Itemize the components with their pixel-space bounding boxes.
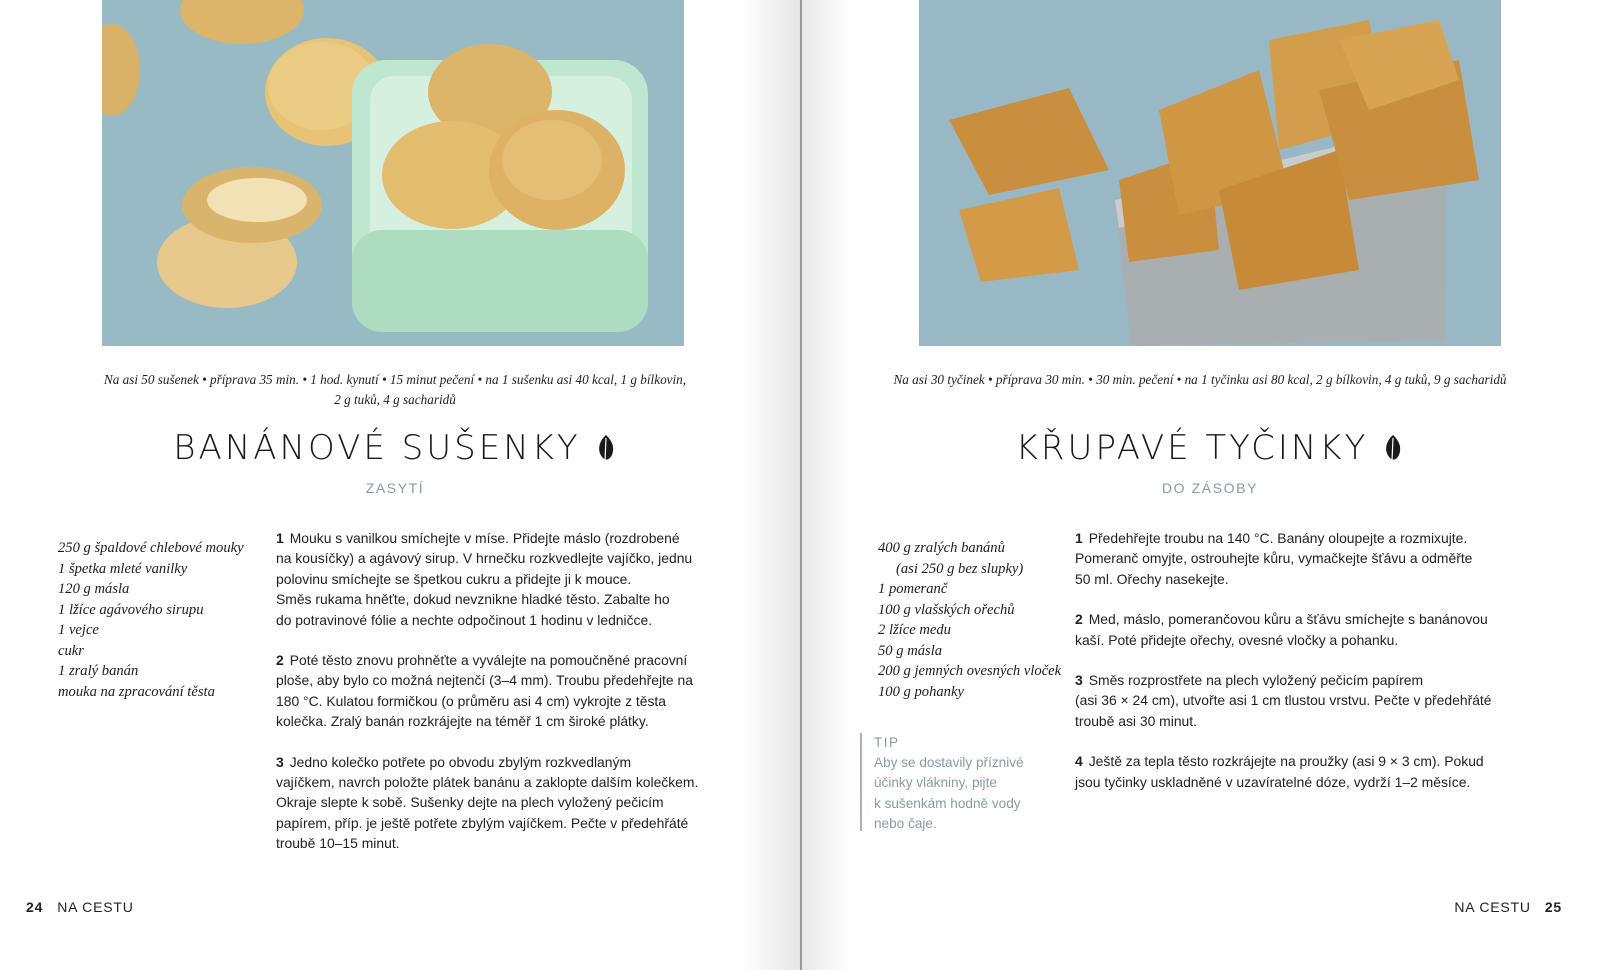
ingredient-item: 1 pomeranč <box>878 581 948 597</box>
ingredient-item: 100 g vlašských ořechů <box>878 601 1015 618</box>
recipe-title-text: KŘUPAVÉ TYČINKY <box>1015 428 1369 468</box>
step-number: 4 <box>1075 753 1083 770</box>
tip-line: k sušenkám hodně vody <box>874 795 1021 811</box>
step-line: kolečka. Zralý banán rozkrájejte na téměř 1 cm široké plátky. <box>276 713 649 730</box>
tip-line: účinky vlákniny, pijte <box>874 775 997 791</box>
step-line: (asi 36 × 24 cm), utvořte asi 1 cm tlustou vrstvu. Pečte v předehřáté <box>1075 692 1492 709</box>
method-step-1 <box>1075 528 1525 589</box>
step-line: Med, máslo, pomerančovou kůru a šťávu smíchejte s banánovou <box>1088 611 1488 628</box>
page-number: 25 <box>1544 899 1562 915</box>
section-label: NA CESTU <box>1454 899 1531 915</box>
recipe-meta <box>860 370 1540 390</box>
step-line: troubě asi 30 minut. <box>1075 712 1197 729</box>
ingredients-list <box>58 538 268 702</box>
recipe-meta <box>60 370 730 410</box>
step-line: Pomeranč omyjte, ostrouhejte kůru, vymačkejte šťávu a odměřte <box>1075 550 1473 567</box>
right-page <box>800 0 1600 970</box>
ingredient-item: 2 lžíce medu <box>878 622 951 638</box>
step-number: 3 <box>1075 672 1083 689</box>
page-gutter-shadow <box>800 0 850 970</box>
step-line: Směs rozprostřete na plech vyložený pečicím papírem <box>1088 672 1424 689</box>
step-line: jsou tyčinky uskladněné v uzavíratelné dóze, vydrží 1–2 měsíce. <box>1075 773 1471 790</box>
leaf-icon <box>1382 433 1404 463</box>
page-gutter-shadow <box>740 0 800 970</box>
step-line: 180 °C. Kulatou formičkou (o průměru asi 4 cm) vykrojte z těsta <box>276 692 667 709</box>
ingredient-item: 200 g jemných ovesných vloček <box>878 663 1062 679</box>
step-line: Okraje slepte k sobě. Sušenky dejte na plech vyložený pečicím <box>276 794 664 811</box>
step-line: kaší. Poté přidejte ořechy, ovesné vločky a pohanku. <box>1075 631 1399 648</box>
step-line: papírem, příp. je ještě potřete zbylým vajíčkem. Pečte v předehřáté <box>276 814 689 831</box>
crunchy-bars-photo <box>919 0 1501 346</box>
step-number: 1 <box>276 530 284 546</box>
tip-line: Aby se dostavily příznivé <box>874 755 1024 770</box>
step-number: 1 <box>1075 530 1083 546</box>
page-footer <box>26 899 134 915</box>
page-footer <box>1454 899 1562 915</box>
ingredients-list <box>878 538 1098 702</box>
step-line: do potravinové fólie a nechte odpočinout 1 hodinu v ledničce. <box>276 611 653 628</box>
step-line: Předehřejte troubu na 140 °C. Banány oloupejte a rozmixujte. <box>1088 530 1468 546</box>
step-line: 50 ml. Ořechy nasekejte. <box>1075 570 1229 587</box>
ingredient-item: 250 g špaldové chlebové mouky <box>58 540 244 556</box>
step-line: Poté těsto znovu prohněťte a vyválejte na pomoučněné pracovní <box>289 652 688 669</box>
leaf-icon <box>595 433 617 463</box>
section-label: NA CESTU <box>57 899 134 915</box>
step-line: troubě 10–15 minut. <box>276 835 400 852</box>
recipe-title-text: BANÁNOVÉ SUŠENKY <box>173 428 581 468</box>
step-line: vajíčkem, navrch položte plátek banánu a zaklopte dalším kolečkem. <box>276 774 699 791</box>
method-step-1 <box>276 528 726 630</box>
ingredient-item: 400 g zralých banánů <box>878 540 1005 556</box>
ingredient-item: 1 špetka mleté vanilky <box>58 560 188 577</box>
recipe-title <box>920 428 1500 468</box>
method-step-2 <box>276 650 726 732</box>
step-line: ploše, aby bylo co možná nejtenčí (3–4 mm). Troubu předehřejte na <box>276 672 693 689</box>
step-number: 2 <box>276 652 284 669</box>
ingredient-item: 100 g pohanky <box>878 683 964 700</box>
ingredient-item: 50 g másla <box>878 642 943 659</box>
method-step-3 <box>276 752 726 854</box>
tip-label: TIP <box>874 735 900 750</box>
recipe-subtitle: ZASYTÍ <box>365 480 425 496</box>
book-spine <box>800 0 802 970</box>
recipe-meta-line1: Na asi 30 tyčinek • příprava 30 min. • 30 min. pečení • na 1 tyčinku asi 80 kcal, 2 g bílkovin, 4 g tuků, 9 g sacharidů <box>893 372 1507 387</box>
step-line: Směs rukama hněťte, dokud nevznikne hladké těsto. Zabalte ho <box>276 591 670 608</box>
recipe-subtitle: DO ZÁSOBY <box>1161 480 1259 496</box>
ingredient-item: 120 g másla <box>58 581 130 597</box>
ingredient-item: cukr <box>58 642 84 659</box>
ingredient-item: 1 vejce <box>58 622 99 638</box>
step-line: Jedno kolečko potřete po obvodu zbylým rozkvedlaným <box>289 753 632 770</box>
step-line: na kousíčky) a agávový sirup. V hrnečku rozkvedlejte vajíčko, jednu <box>276 550 693 567</box>
page-number: 24 <box>26 899 44 915</box>
recipe-meta-line2: 2 g tuků, 4 g sacharidů <box>334 392 456 407</box>
step-number: 3 <box>276 753 284 770</box>
method-step-3 <box>1075 670 1525 731</box>
method-steps <box>1075 528 1525 812</box>
ingredient-item: (asi 250 g bez slupky) <box>896 560 1024 577</box>
method-step-4 <box>1075 751 1525 792</box>
ingredient-item: 1 zralý banán <box>58 663 139 679</box>
step-line: Ještě za tepla těsto rozkrájejte na proužky (asi 9 × 3 cm). Pokud <box>1088 753 1484 770</box>
method-step-2 <box>1075 609 1525 650</box>
recipe-title <box>100 428 690 468</box>
method-steps <box>276 528 726 874</box>
step-number: 2 <box>1075 611 1083 628</box>
tip-line: nebo čaje. <box>874 816 937 832</box>
ingredient-item: 1 lžíce agávového sirupu <box>58 601 204 618</box>
step-line: polovinu smíchejte se špetkou cukru a přidejte ji k mouce. <box>276 570 632 587</box>
step-line: Mouku s vanilkou smíchejte v míse. Přidejte máslo (rozdrobené <box>289 530 680 546</box>
tip-box <box>860 733 1050 831</box>
recipe-meta-line1: Na asi 50 sušenek • příprava 35 min. • 1 hod. kynutí • 15 minut pečení • na 1 sušenku asi 40 kcal, 1 g bílkovin, <box>103 372 687 387</box>
banana-cookies-photo <box>102 0 684 346</box>
ingredient-item: mouka na zpracování těsta <box>58 683 215 700</box>
